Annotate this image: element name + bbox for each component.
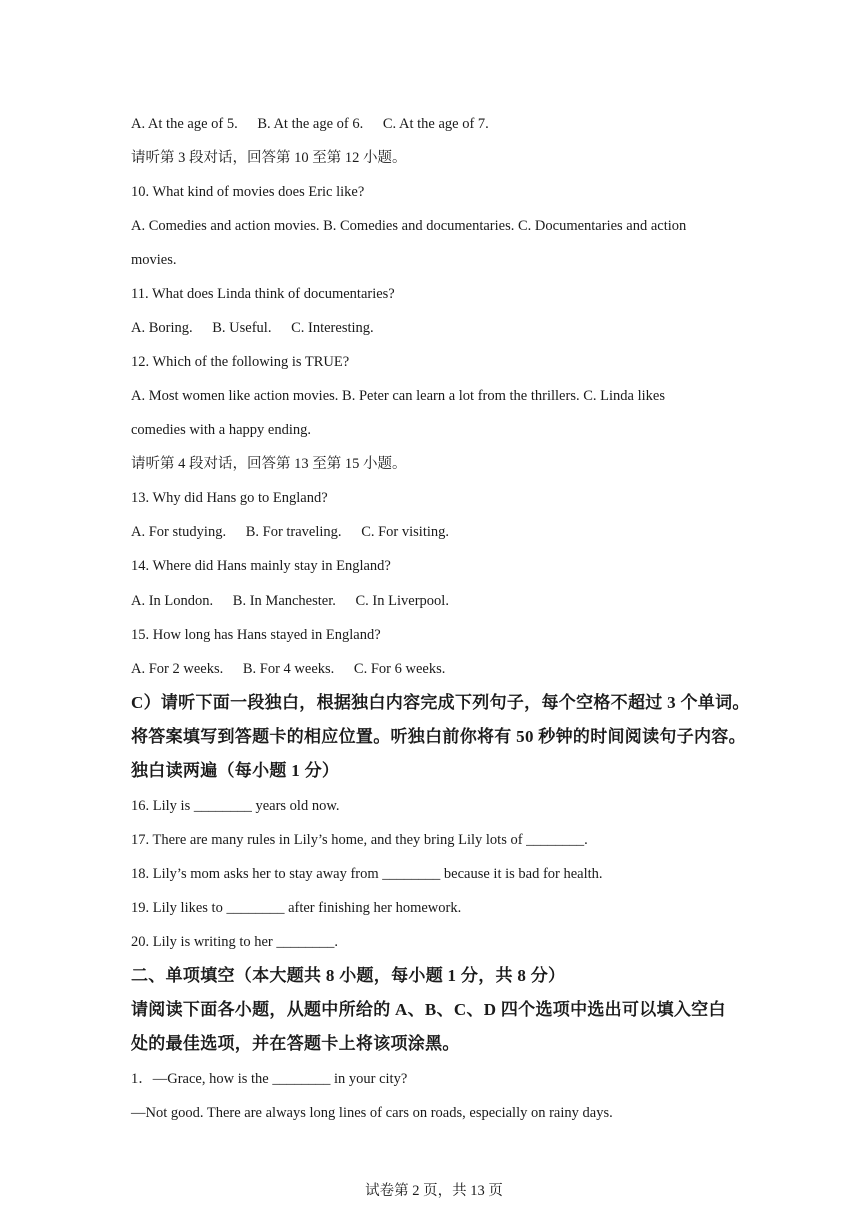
q14-option-c: C. In Liverpool. <box>355 593 449 609</box>
q19-sentence: 19. Lily likes to ________ after finishing her homework. <box>131 900 462 916</box>
part2-instruction-line1: 请阅读下面各小题，从题中所给的 A、B、C、D 四个选项中选出可以填入空白 <box>131 1000 726 1019</box>
q13-option-b: B. For traveling. <box>245 524 342 540</box>
q14-option-b: B. In Manchester. <box>232 593 336 609</box>
part2-q1-line2: —Not good. There are always long lines of cars on roads, especially on rainy days. <box>131 1105 613 1121</box>
q12-answer-line2: comedies with a happy ending. <box>131 422 311 438</box>
q15-option-b: B. For 4 weeks. <box>242 661 335 677</box>
q13-options <box>131 523 758 541</box>
q10-question: 10. What kind of movies does Eric like? <box>131 184 365 200</box>
q9-options <box>131 115 758 133</box>
q13-option-a: A. For studying. <box>131 524 227 540</box>
q10-answer-line1: A. Comedies and action movies. B. Comedies and documentaries. C. Documentaries and action <box>131 218 687 234</box>
q11-option-b: B. Useful. <box>212 320 272 336</box>
q15-question: 15. How long has Hans stayed in England? <box>131 627 381 643</box>
part-c-instruction-line1: C）请听下面一段独白，根据独白内容完成下列句子，每个空格不超过 3 个单词。 <box>131 693 750 712</box>
section4-intro: 请听第 4 段对话，回答第 13 至第 15 小题。 <box>131 456 407 472</box>
q12-question: 12. Which of the following is TRUE? <box>131 354 350 370</box>
q12-answer-line1: A. Most women like action movies. B. Peter can learn a lot from the thrillers. C. Linda likes <box>131 388 665 404</box>
q13-question: 13. Why did Hans go to England? <box>131 490 328 506</box>
part2-heading: 二、单项填空（本大题共 8 小题，每小题 1 分，共 8 分） <box>131 966 566 985</box>
q15-options <box>131 660 758 678</box>
q11-option-c: C. Interesting. <box>291 320 374 336</box>
q14-question: 14. Where did Hans mainly stay in England? <box>131 558 391 574</box>
q11-options <box>131 319 758 337</box>
q20-sentence: 20. Lily is writing to her ________. <box>131 934 339 950</box>
page-footer: 试卷第 2 页，共 13 页 <box>365 1183 503 1199</box>
q16-sentence: 16. Lily is ________ years old now. <box>131 798 340 814</box>
q14-options <box>131 592 758 610</box>
q9-option-a: A. At the age of 5. <box>131 116 238 132</box>
part2-instruction-line2: 处的最佳选项，并在答题卡上将该项涂黑。 <box>131 1034 460 1053</box>
q9-option-b: B. At the age of 6. <box>257 116 364 132</box>
q15-option-a: A. For 2 weeks. <box>131 661 224 677</box>
q13-option-c: C. For visiting. <box>361 524 450 540</box>
q10-answer-line2: movies. <box>131 252 177 268</box>
part-c-instruction-line2: 将答案填写到答题卡的相应位置。听独白前你将有 50 秒钟的时间阅读句子内容。 <box>131 727 746 746</box>
q14-option-a: A. In London. <box>131 593 214 609</box>
q9-option-c: C. At the age of 7. <box>382 116 489 132</box>
part2-q1-line1: 1．—Grace, how is the ________ in your city? <box>131 1071 408 1087</box>
section3-intro: 请听第 3 段对话，回答第 10 至第 12 小题。 <box>131 150 407 166</box>
part-c-instruction-line3: 独白读两遍（每小题 1 分） <box>131 761 340 780</box>
q11-option-a: A. Boring. <box>131 320 193 336</box>
q11-question: 11. What does Linda think of documentaries? <box>131 286 395 302</box>
q17-sentence: 17. There are many rules in Lily’s home, and they bring Lily lots of ________. <box>131 832 588 848</box>
q15-option-c: C. For 6 weeks. <box>353 661 446 677</box>
q18-sentence: 18. Lily’s mom asks her to stay away from ________ because it is bad for health. <box>131 866 603 882</box>
